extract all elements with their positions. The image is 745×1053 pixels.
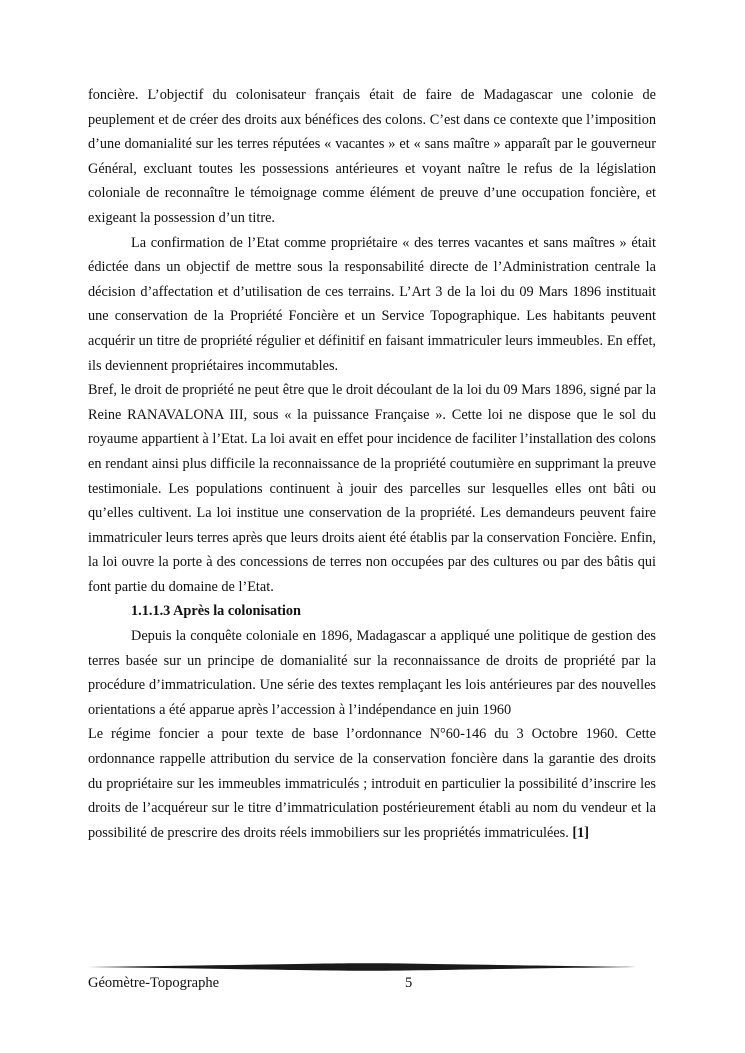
reference-citation: [1] [572, 824, 590, 841]
page-body [88, 83, 656, 845]
paragraph-law-1896: Bref, le droit de propriété ne peut être que le droit découlant de la loi du 09 Mars 1896, signé par la Reine RANAVALONA III, sous « la puissance Française ». Cette loi ne dispose que le sol du royaume appartient à l’Etat. La loi avait en effet pour incidence de faciliter l’installation des colons en rendant ainsi plus difficile la reconnaissance de la propriété coutumière en supprimant la preuve testimoniale. Les populations continuent à jouir des parcelles sur lesquelles elles ont bâti ou qu’elles cultivent. La loi institue une conservation de la propriété. Les demandeurs peuvent faire immatriculer leurs terres après que leurs droits aient été établis par la conservation Foncière. Enfin, la loi ouvre la porte à des concessions de terres non occupées par des cultures ou par des bâtis qui font partie du domaine de l’Etat. [88, 382, 656, 595]
paragraph-state-ownership: La confirmation de l’Etat comme propriétaire « des terres vacantes et sans maîtres » était édictée dans un objectif de mettre sous la responsabilité directe de l’Administration centrale la décision d’affectation et d’utilisation de ces terrains. L’Art 3 de la loi du 09 Mars 1896 instituait une conservation de la Propriété Foncière et un Service Topographique. Les habitants peuvent acquérir un titre de propriété régulier et définitif en faisant immatriculer leurs immeubles. En effet, ils deviennent propriétaires incommutables. [88, 234, 656, 374]
paragraph-land-regime-text: Le régime foncier a pour texte de base l’ordonnance N°60-146 du 3 Octobre 1960. Cette ordonnance rappelle attribution du service de la conservation foncière dans la garantie des droits du propriétaire sur les immeubles immatriculés ; introduit en particulier la possibilité d’inscrire les droits de l’acquéreur sur le titre d’immatriculation postérieurement établi au nom du vendeur et la possibilité de prescrire des droits réels immobiliers sur les propriétés immatriculées. [88, 726, 656, 841]
section-heading: 1.1.1.3 Après la colonisation [131, 603, 301, 620]
paragraph-land-regime [88, 722, 656, 845]
page-number: 5 [405, 975, 413, 991]
paragraph-colonial-objective: foncière. L’objectif du colonisateur français était de faire de Madagascar une colonie de peuplement et de créer des droits aux bénéfices des colons. C’est dans ce contexte que l’imposition d’une domanialité sur les terres réputées « vacantes » et « sans maître » apparaît par le gouverneur Général, excluant toutes les possessions antérieures et voyant naître le refus de la législation coloniale de reconnaître le témoignage comme élément de preuve d’une occupation foncière, et exigeant la possession d’un titre. [88, 87, 656, 226]
paragraph-after-colonization: Depuis la conquête coloniale en 1896, Madagascar a appliqué une politique de gestion des terres basée sur un principe de domanialité sur la reconnaissance de droits de propriété par la procédure d’immatriculation. Une série des textes remplaçant les lois antérieures par des nouvelles orientations a été apparue après l’accession à l’indépendance en juin 1960 [88, 628, 656, 718]
footer-divider [88, 962, 640, 972]
footer-author-label: Géomètre-Topographe [88, 975, 220, 991]
